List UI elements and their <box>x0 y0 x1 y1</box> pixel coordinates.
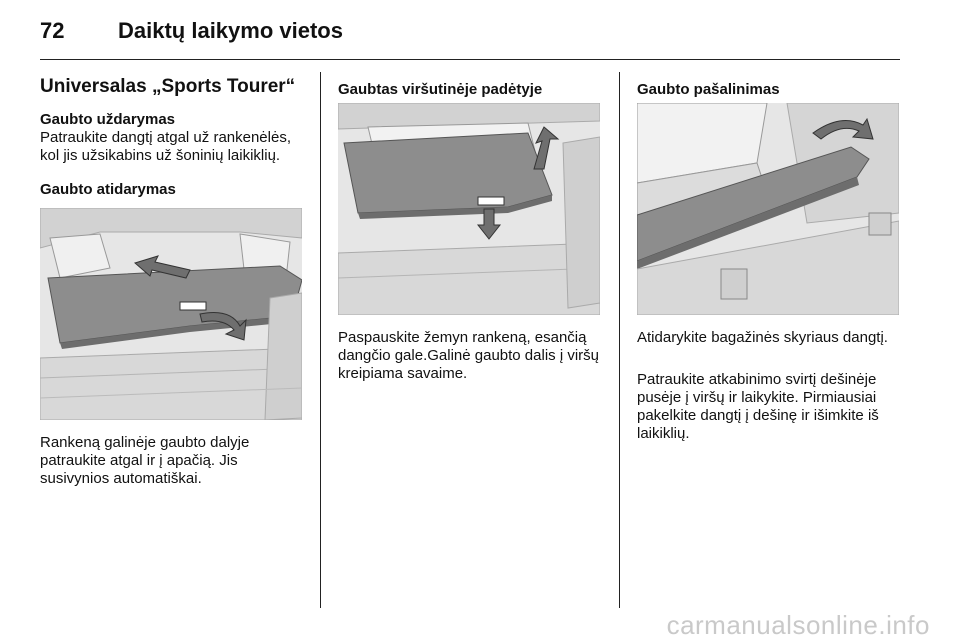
subhead-remove-cover: Gaubto pašalinimas <box>637 81 780 98</box>
text-close-cover: Patraukite dangtį atgal už rankenėlės, kol jis užsikabins už šoninių laikiklių. <box>40 129 291 164</box>
caption-cover-raised: Paspauskite žemyn rankeną, esančią dangčio gale.Galinė gaubto dalis į viršų kreipiama savaime. <box>338 329 599 382</box>
subhead-open-cover: Gaubto atidarymas <box>40 181 176 198</box>
cargo-cover-open-illustration <box>40 208 302 420</box>
figure-open-cover <box>40 208 302 420</box>
page-number: 72 <box>40 18 65 43</box>
column-divider-2 <box>619 72 620 608</box>
column-divider-1 <box>320 72 321 608</box>
subhead-cover-raised: Gaubtas viršutinėje padėtyje <box>338 81 543 98</box>
subhead-close-cover: Gaubto uždarymas <box>40 111 176 128</box>
text-remove-cover: Patraukite atkabinimo svirtį dešinėje pusėje į viršų ir laikykite. Pirmiausiai pakelkite dangtį į dešinę ir išimkite iš laikiklių. <box>637 371 879 442</box>
header-rule <box>40 59 900 60</box>
text-open-trunk: Atidarykite bagažinės skyriaus dangtį. <box>637 329 888 346</box>
figure-cover-raised <box>338 103 600 315</box>
figure-remove-cover <box>637 103 899 315</box>
watermark: carmanualsonline.info <box>666 610 930 640</box>
cargo-cover-raised-illustration <box>338 103 600 315</box>
page-title: Daiktų laikymo vietos <box>118 18 343 43</box>
cargo-cover-removal-illustration <box>637 103 899 315</box>
caption-open-cover: Rankeną galinėje gaubto dalyje patraukite atgal ir į apačią. Jis susivynios automatiškai. <box>40 434 250 487</box>
section-title: Universalas „Sports Tourer“ <box>40 76 296 97</box>
